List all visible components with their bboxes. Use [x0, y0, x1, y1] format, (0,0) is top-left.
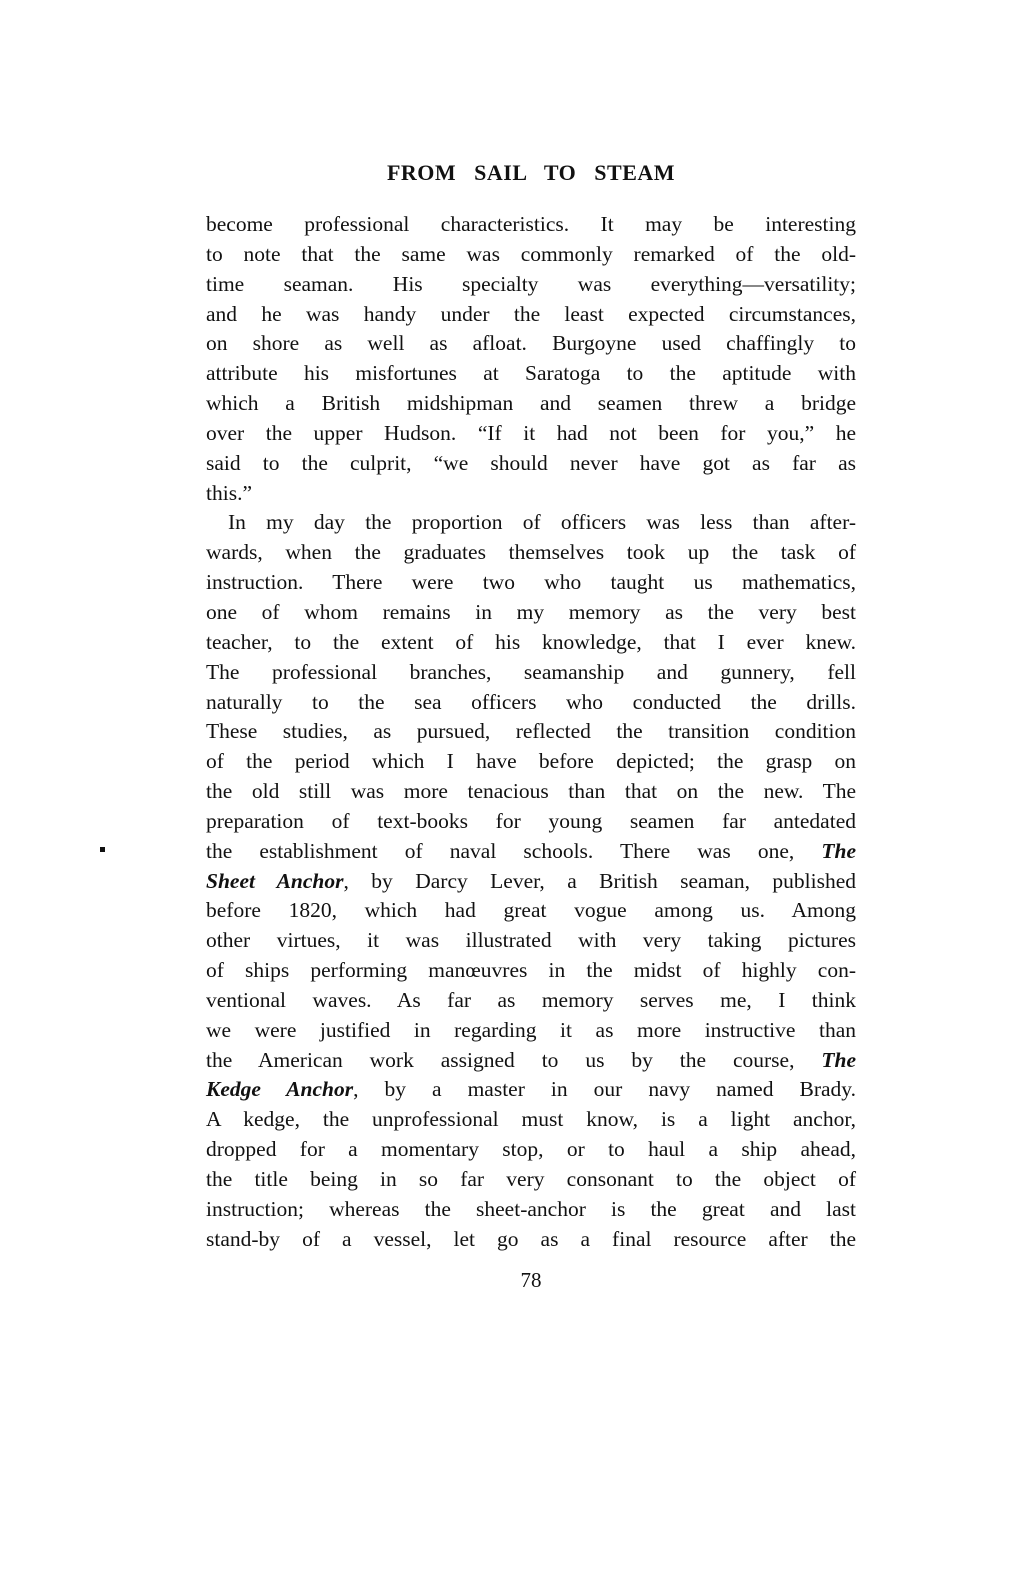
text-line: These studies, as pursued, reflected the transition condition: [206, 719, 856, 744]
text-line: we were justified in regarding it as more instructive than: [206, 1017, 856, 1042]
text-line: this.”: [206, 480, 252, 505]
text-line: time seaman. His specialty was everything—versatility;: [206, 271, 856, 296]
text-line: preparation of text-books for young seamen far antedated: [206, 808, 856, 833]
book-title: Kedge Anchor: [206, 1077, 354, 1102]
body-text: [206, 210, 856, 1255]
text-line: A kedge, the unprofessional must know, is a light anchor,: [206, 1107, 856, 1132]
text-line: before 1820, which had great vogue among us. Among: [206, 898, 856, 923]
text-line: other virtues, it was illustrated with very taking pictures: [206, 928, 856, 953]
book-title: The: [821, 1047, 857, 1072]
margin-speck: [100, 847, 105, 852]
text-line: dropped for a momentary stop, or to haul a ship ahead,: [206, 1137, 856, 1162]
book-title: Sheet Anchor: [206, 868, 344, 893]
text-line: [206, 867, 856, 897]
text-line: wards, when the graduates themselves took up the task of: [206, 540, 856, 565]
line-text: , by a master in our navy named Brady.: [353, 1077, 857, 1102]
text-line: instruction; whereas the sheet-anchor is the great and last: [206, 1196, 856, 1221]
text-line: which a British midshipman and seamen threw a bridge: [206, 391, 856, 416]
line-text: the American work assigned to us by the course,: [206, 1047, 795, 1072]
text-line: of the period which I have before depicted; the grasp on: [206, 749, 856, 774]
line-text: the establishment of naval schools. There was one,: [206, 838, 795, 863]
text-line: [206, 1046, 856, 1076]
text-line: one of whom remains in my memory as the very best: [206, 599, 856, 624]
text-line: The professional branches, seamanship and gunnery, fell: [206, 659, 856, 684]
page-number: 78: [520, 1268, 542, 1292]
text-line: [206, 837, 856, 867]
line-text: , by Darcy Lever, a British seaman, published: [343, 868, 856, 893]
text-line: In my day the proportion of officers was less than after-: [228, 510, 856, 535]
text-line: instruction. There were two who taught us mathematics,: [206, 570, 856, 595]
text-line: over the upper Hudson. “If it had not been for you,” he: [206, 420, 856, 445]
text-line: teacher, to the extent of his knowledge, that I ever knew.: [206, 629, 856, 654]
text-line: and he was handy under the least expected circumstances,: [206, 301, 856, 326]
text-line: naturally to the sea officers who conducted the drills.: [206, 689, 856, 714]
text-line: the old still was more tenacious than that on the new. The: [206, 779, 856, 804]
text-line: attribute his misfortunes at Saratoga to the aptitude with: [206, 361, 856, 386]
text-line: on shore as well as afloat. Burgoyne used chaffingly to: [206, 331, 856, 356]
text-line: ventional waves. As far as memory serves me, I think: [206, 987, 856, 1012]
text-line: of ships performing manœuvres in the midst of highly con-: [206, 958, 856, 983]
text-line: become professional characteristics. It may be interesting: [206, 212, 856, 236]
text-line: stand-by of a vessel, let go as a final resource after the: [206, 1226, 856, 1251]
running-head: FROM SAIL TO STEAM: [386, 160, 676, 185]
book-title: The: [821, 838, 857, 863]
text-line: [206, 1075, 856, 1105]
text-line: the title being in so far very consonant to the object of: [206, 1167, 856, 1191]
text-line: to note that the same was commonly remarked of the old-: [206, 241, 856, 266]
text-line: said to the culprit, “we should never have got as far as: [206, 450, 856, 475]
